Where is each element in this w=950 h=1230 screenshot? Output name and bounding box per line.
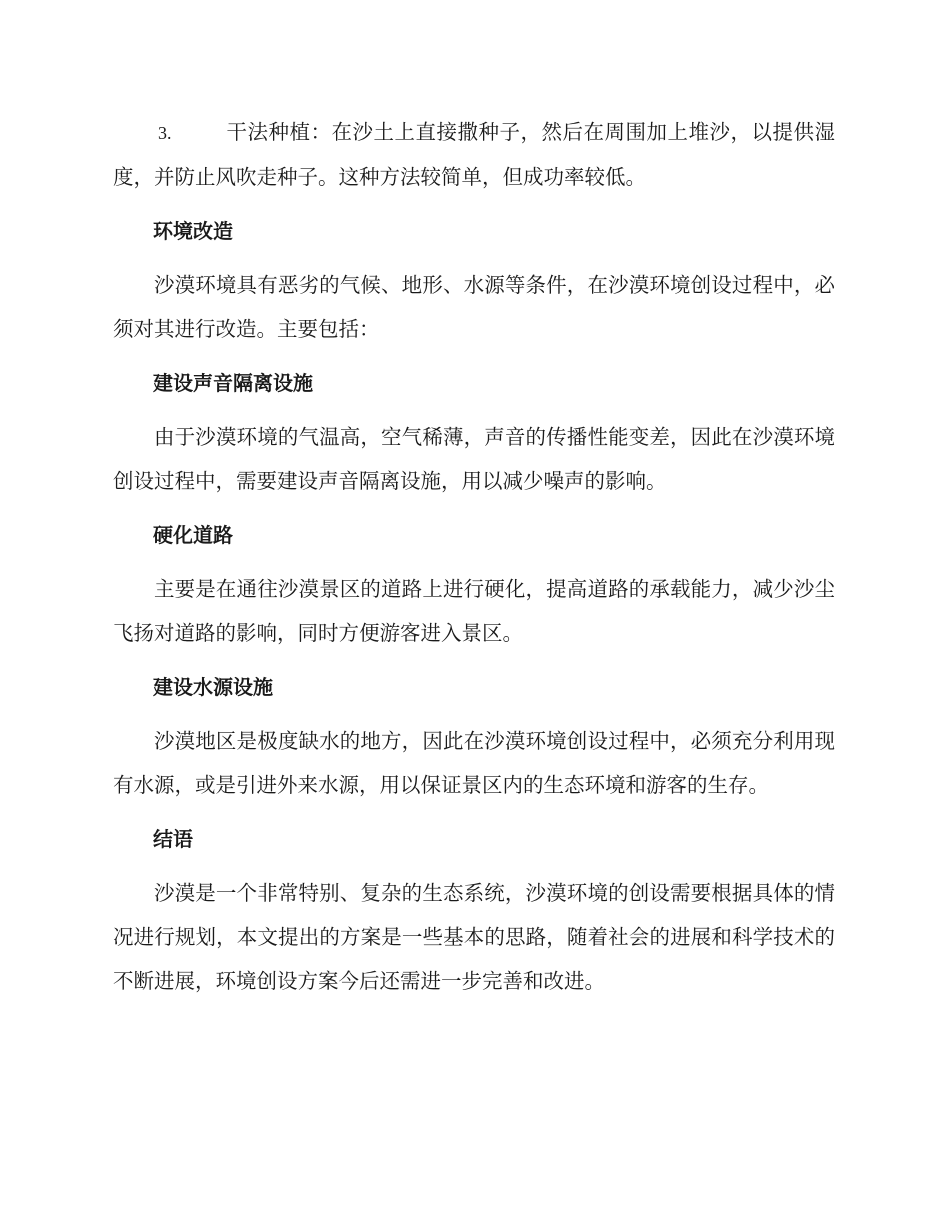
list-item-3 (113, 110, 835, 199)
section-heading-conclusion: 结语 (153, 827, 193, 851)
section-heading-road-hardening: 硬化道路 (153, 523, 233, 547)
list-item-number: 3. (158, 123, 172, 143)
section-body-conclusion: 沙漠是一个非常特别、复杂的生态系统，沙漠环境的创设需要根据具体的情况进行规划，本文提出的方案是一些基本的思路，随着社会的进展和科学技术的不断进展，环境创设方案今后还需进一步完善和改进。 (113, 881, 835, 993)
section-body-environment-modification: 沙漠环境具有恶劣的气候、地形、水源等条件，在沙漠环境创设过程中，必须对其进行改造。主要包括： (113, 273, 835, 341)
list-item-text: 干法种植：在沙土上直接撒种子，然后在周围加上堆沙，以提供湿度，并防止风吹走种子。这种方法较简单，但成功率较低。 (113, 120, 835, 189)
section-heading-environment-modification: 环境改造 (153, 219, 233, 243)
section-heading-water-facilities: 建设水源设施 (153, 675, 273, 699)
section-body-water-facilities: 沙漠地区是极度缺水的地方，因此在沙漠环境创设过程中，必须充分利用现有水源，或是引进外来水源，用以保证景区内的生态环境和游客的生存。 (113, 729, 835, 797)
section-body-sound-isolation: 由于沙漠环境的气温高，空气稀薄，声音的传播性能变差，因此在沙漠环境创设过程中，需要建设声音隔离设施，用以减少噪声的影响。 (113, 425, 835, 493)
section-body-road-hardening: 主要是在通往沙漠景区的道路上进行硬化，提高道路的承载能力，减少沙尘飞扬对道路的影响，同时方便游客进入景区。 (113, 577, 835, 645)
section-heading-sound-isolation: 建设声音隔离设施 (153, 371, 313, 395)
